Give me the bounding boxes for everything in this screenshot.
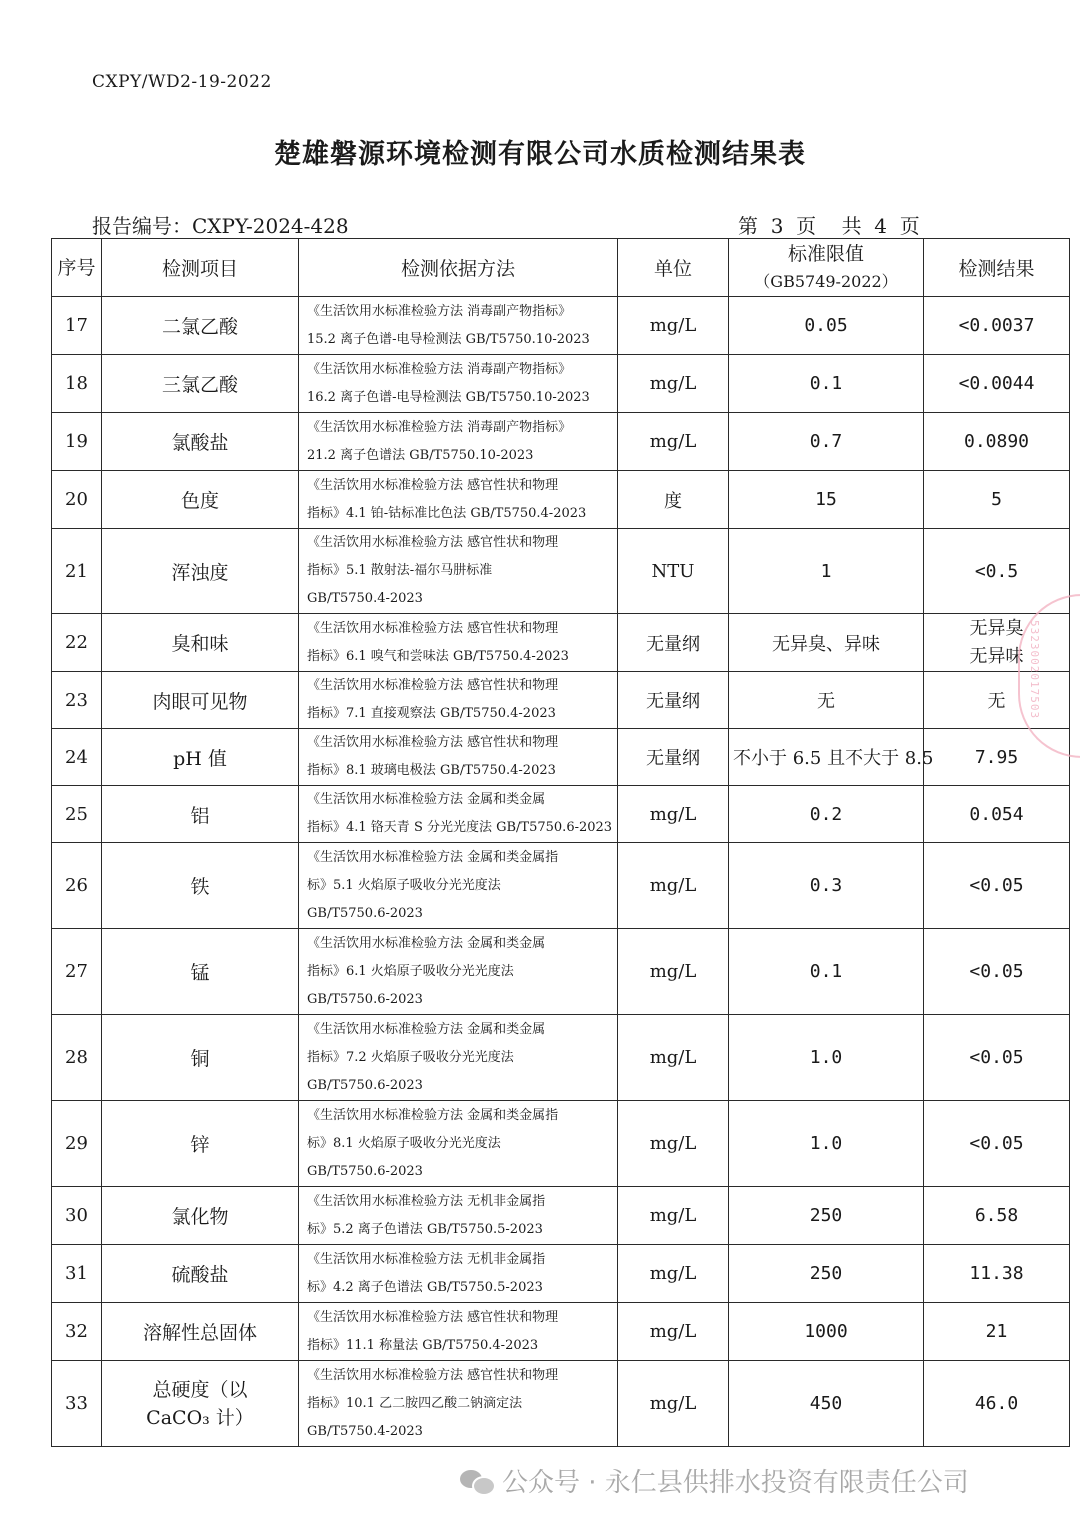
- cell-result: <0.0037: [924, 297, 1070, 355]
- cell-limit: 450: [729, 1361, 924, 1447]
- cell-result: <0.05: [924, 843, 1070, 929]
- cell-item-line: 总硬度（以: [152, 1378, 248, 1401]
- cell-limit: 0.3: [729, 843, 924, 929]
- method-line: 标》4.2 离子色谱法 GB/T5750.5-2023: [307, 1279, 543, 1295]
- wechat-icon: [458, 1466, 494, 1496]
- cell-method: [299, 929, 618, 1015]
- method-line: 《生活饮用水标准检验方法 金属和类金属: [307, 1021, 546, 1037]
- col-limit: [729, 239, 924, 297]
- method-line: 《生活饮用水标准检验方法 无机非金属指: [307, 1193, 546, 1209]
- cell-unit: 无量纲: [618, 672, 729, 729]
- cell-limit: 0.1: [729, 355, 924, 413]
- cell-item: 氯酸盐: [102, 413, 299, 471]
- cell-item: [102, 1361, 299, 1447]
- results-table: [51, 238, 1070, 1447]
- cell-limit: 无: [729, 672, 924, 729]
- cell-seq: 22: [52, 614, 102, 672]
- method-line: 指标》8.1 玻璃电极法 GB/T5750.4-2023: [307, 763, 556, 778]
- table-row: [52, 729, 1070, 786]
- table-row: [52, 843, 1070, 929]
- method-line: 指标》6.1 火焰原子吸收分光光度法: [307, 963, 514, 979]
- cell-result: <0.0044: [924, 355, 1070, 413]
- method-line: 《生活饮用水标准检验方法 消毒副产物指标》: [307, 419, 572, 435]
- cell-unit: mg/L: [618, 929, 729, 1015]
- cell-result: 5: [924, 471, 1070, 529]
- method-line: 《生活饮用水标准检验方法 消毒副产物指标》: [307, 303, 572, 319]
- cell-limit: 1.0: [729, 1101, 924, 1187]
- table-row: [52, 1015, 1070, 1101]
- watermark-text: 公众号 · 永仁县供排水投资有限责任公司: [502, 1468, 969, 1498]
- cell-result-line: 无异味: [969, 645, 1024, 667]
- cell-item: 臭和味: [102, 614, 299, 672]
- table-row: [52, 929, 1070, 1015]
- cell-unit: NTU: [618, 529, 729, 614]
- cell-unit: mg/L: [618, 355, 729, 413]
- method-line: 《生活饮用水标准检验方法 感官性状和物理: [307, 678, 559, 693]
- method-line: GB/T5750.6-2023: [307, 905, 423, 921]
- method-line: 标》5.2 离子色谱法 GB/T5750.5-2023: [307, 1221, 543, 1237]
- table-row: [52, 1361, 1070, 1447]
- cell-unit: mg/L: [618, 1101, 729, 1187]
- cell-seq: 32: [52, 1303, 102, 1361]
- cell-seq: 26: [52, 843, 102, 929]
- cell-seq: 28: [52, 1015, 102, 1101]
- table-row: [52, 1187, 1070, 1245]
- stamp-number: 5323002017503: [1028, 620, 1041, 720]
- method-line: 《生活饮用水标准检验方法 感官性状和物理: [307, 1367, 559, 1383]
- cell-limit: 15: [729, 471, 924, 529]
- cell-limit: 0.2: [729, 786, 924, 843]
- cell-method: [299, 843, 618, 929]
- method-line: 16.2 离子色谱-电导检测法 GB/T5750.10-2023: [307, 389, 590, 405]
- cell-result: 0.0890: [924, 413, 1070, 471]
- cell-unit: mg/L: [618, 297, 729, 355]
- method-line: 《生活饮用水标准检验方法 金属和类金属指: [307, 849, 559, 865]
- table-row: [52, 1245, 1070, 1303]
- method-line: 指标》11.1 称量法 GB/T5750.4-2023: [307, 1337, 539, 1353]
- method-line: 指标》7.1 直接观察法 GB/T5750.4-2023: [307, 706, 556, 721]
- cell-seq: 31: [52, 1245, 102, 1303]
- col-item: 检测项目: [102, 239, 299, 297]
- cell-result: <0.05: [924, 1015, 1070, 1101]
- col-method: 检测依据方法: [299, 239, 618, 297]
- cell-item: 硫酸盐: [102, 1245, 299, 1303]
- method-line: GB/T5750.4-2023: [307, 591, 423, 606]
- method-line: 《生活饮用水标准检验方法 金属和类金属: [307, 792, 546, 807]
- cell-limit: 无异臭、异味: [729, 614, 924, 672]
- cell-method: [299, 1187, 618, 1245]
- cell-result: 11.38: [924, 1245, 1070, 1303]
- cell-method: [299, 471, 618, 529]
- cell-item: 铁: [102, 843, 299, 929]
- cell-result: 0.054: [924, 786, 1070, 843]
- cell-limit: 不小于 6.5 且不大于 8.5: [729, 729, 924, 786]
- cell-method: [299, 1245, 618, 1303]
- cell-method: [299, 672, 618, 729]
- col-result: 检测结果: [924, 239, 1070, 297]
- cell-unit: mg/L: [618, 413, 729, 471]
- method-line: 指标》4.1 铬天青 S 分光光度法 GB/T5750.6-2023: [307, 820, 613, 835]
- cell-limit: 0.7: [729, 413, 924, 471]
- method-line: 15.2 离子色谱-电导检测法 GB/T5750.10-2023: [307, 331, 590, 347]
- document-title: 楚雄磐源环境检测有限公司水质检测结果表: [274, 139, 806, 170]
- page-info: 第 3 页 共 4 页: [738, 214, 920, 238]
- cell-method: [299, 1101, 618, 1187]
- method-line: 《生活饮用水标准检验方法 消毒副产物指标》: [307, 361, 572, 377]
- cell-item: 溶解性总固体: [102, 1303, 299, 1361]
- cell-limit: 0.1: [729, 929, 924, 1015]
- cell-seq: 17: [52, 297, 102, 355]
- cell-limit: 250: [729, 1245, 924, 1303]
- cell-item: 锰: [102, 929, 299, 1015]
- cell-unit: mg/L: [618, 843, 729, 929]
- method-line: GB/T5750.6-2023: [307, 1163, 423, 1179]
- cell-unit: 无量纲: [618, 729, 729, 786]
- cell-result: 无: [924, 672, 1070, 729]
- method-line: 《生活饮用水标准检验方法 感官性状和物理: [307, 535, 559, 550]
- cell-item: pH 值: [102, 729, 299, 786]
- method-line: 《生活饮用水标准检验方法 金属和类金属: [307, 935, 546, 951]
- cell-result: 6.58: [924, 1187, 1070, 1245]
- cell-method: [299, 297, 618, 355]
- cell-result-line: 无异臭: [969, 617, 1024, 639]
- cell-method: [299, 614, 618, 672]
- method-line: 指标》10.1 乙二胺四乙酸二钠滴定法: [307, 1395, 523, 1411]
- cell-method: [299, 729, 618, 786]
- method-line: 标》8.1 火焰原子吸收分光光度法: [307, 1135, 501, 1151]
- col-unit: 单位: [618, 239, 729, 297]
- cell-seq: 21: [52, 529, 102, 614]
- table-row: [52, 1303, 1070, 1361]
- cell-method: [299, 355, 618, 413]
- watermark: [458, 1462, 969, 1499]
- cell-limit: 1000: [729, 1303, 924, 1361]
- method-line: 《生活饮用水标准检验方法 感官性状和物理: [307, 620, 559, 636]
- method-line: 指标》7.2 火焰原子吸收分光光度法: [307, 1049, 514, 1065]
- method-line: 《生活饮用水标准检验方法 感官性状和物理: [307, 735, 559, 750]
- cell-seq: 20: [52, 471, 102, 529]
- table-row: [52, 413, 1070, 471]
- method-line: 指标》6.1 嗅气和尝味法 GB/T5750.4-2023: [307, 648, 569, 664]
- cell-limit: 0.05: [729, 297, 924, 355]
- cell-item-line: CaCO₃ 计）: [146, 1406, 254, 1429]
- method-line: 指标》5.1 散射法-福尔马肼标准: [307, 563, 493, 578]
- method-line: 标》5.1 火焰原子吸收分光光度法: [307, 877, 501, 893]
- method-line: 《生活饮用水标准检验方法 感官性状和物理: [307, 1309, 559, 1325]
- cell-result: <0.5: [924, 529, 1070, 614]
- cell-result: <0.05: [924, 1101, 1070, 1187]
- col-limit-standard: （GB5749-2022）: [754, 271, 898, 291]
- method-line: GB/T5750.6-2023: [307, 1077, 423, 1093]
- col-limit-title: 标准限值: [787, 242, 864, 265]
- cell-item: 三氯乙酸: [102, 355, 299, 413]
- cell-unit: mg/L: [618, 1187, 729, 1245]
- cell-item: 二氯乙酸: [102, 297, 299, 355]
- table-row: [52, 471, 1070, 529]
- cell-unit: mg/L: [618, 1303, 729, 1361]
- cell-unit: 度: [618, 471, 729, 529]
- cell-seq: 23: [52, 672, 102, 729]
- cell-item: 锌: [102, 1101, 299, 1187]
- cell-method: [299, 1361, 618, 1447]
- cell-seq: 24: [52, 729, 102, 786]
- cell-result: 46.0: [924, 1361, 1070, 1447]
- table-row: [52, 297, 1070, 355]
- cell-method: [299, 413, 618, 471]
- method-line: GB/T5750.4-2023: [307, 1423, 423, 1439]
- report-number: 报告编号：CXPY-2024-428: [92, 214, 349, 238]
- cell-result: 21: [924, 1303, 1070, 1361]
- cell-seq: 33: [52, 1361, 102, 1447]
- cell-item: 铝: [102, 786, 299, 843]
- table-row: [52, 1101, 1070, 1187]
- cell-seq: 27: [52, 929, 102, 1015]
- cell-seq: 19: [52, 413, 102, 471]
- cell-unit: mg/L: [618, 1015, 729, 1101]
- cell-limit: 1.0: [729, 1015, 924, 1101]
- table-row: [52, 672, 1070, 729]
- cell-item: 铜: [102, 1015, 299, 1101]
- method-line: 《生活饮用水标准检验方法 感官性状和物理: [307, 477, 559, 493]
- table-row: [52, 355, 1070, 413]
- cell-unit: mg/L: [618, 1245, 729, 1303]
- cell-method: [299, 1015, 618, 1101]
- cell-result: 7.95: [924, 729, 1070, 786]
- cell-unit: 无量纲: [618, 614, 729, 672]
- method-line: 《生活饮用水标准检验方法 金属和类金属指: [307, 1107, 559, 1123]
- cell-result: <0.05: [924, 929, 1070, 1015]
- table-row: [52, 786, 1070, 843]
- cell-method: [299, 1303, 618, 1361]
- table-row: [52, 529, 1070, 614]
- cell-method: [299, 529, 618, 614]
- table-header-row: [52, 239, 1070, 297]
- cell-item: 色度: [102, 471, 299, 529]
- table-row: [52, 614, 1070, 672]
- cell-limit: 1: [729, 529, 924, 614]
- cell-method: [299, 786, 618, 843]
- cell-item: 肉眼可见物: [102, 672, 299, 729]
- method-line: 《生活饮用水标准检验方法 无机非金属指: [307, 1251, 546, 1267]
- cell-item: 浑浊度: [102, 529, 299, 614]
- document-code: CXPY/WD2-19-2022: [92, 72, 272, 92]
- col-seq: 序号: [52, 239, 102, 297]
- method-line: 指标》4.1 铂-钴标准比色法 GB/T5750.4-2023: [307, 505, 587, 521]
- cell-seq: 29: [52, 1101, 102, 1187]
- cell-item: 氯化物: [102, 1187, 299, 1245]
- cell-limit: 250: [729, 1187, 924, 1245]
- method-line: 21.2 离子色谱法 GB/T5750.10-2023: [307, 447, 534, 463]
- cell-seq: 25: [52, 786, 102, 843]
- cell-unit: mg/L: [618, 786, 729, 843]
- cell-seq: 30: [52, 1187, 102, 1245]
- cell-seq: 18: [52, 355, 102, 413]
- cell-unit: mg/L: [618, 1361, 729, 1447]
- method-line: GB/T5750.6-2023: [307, 991, 423, 1007]
